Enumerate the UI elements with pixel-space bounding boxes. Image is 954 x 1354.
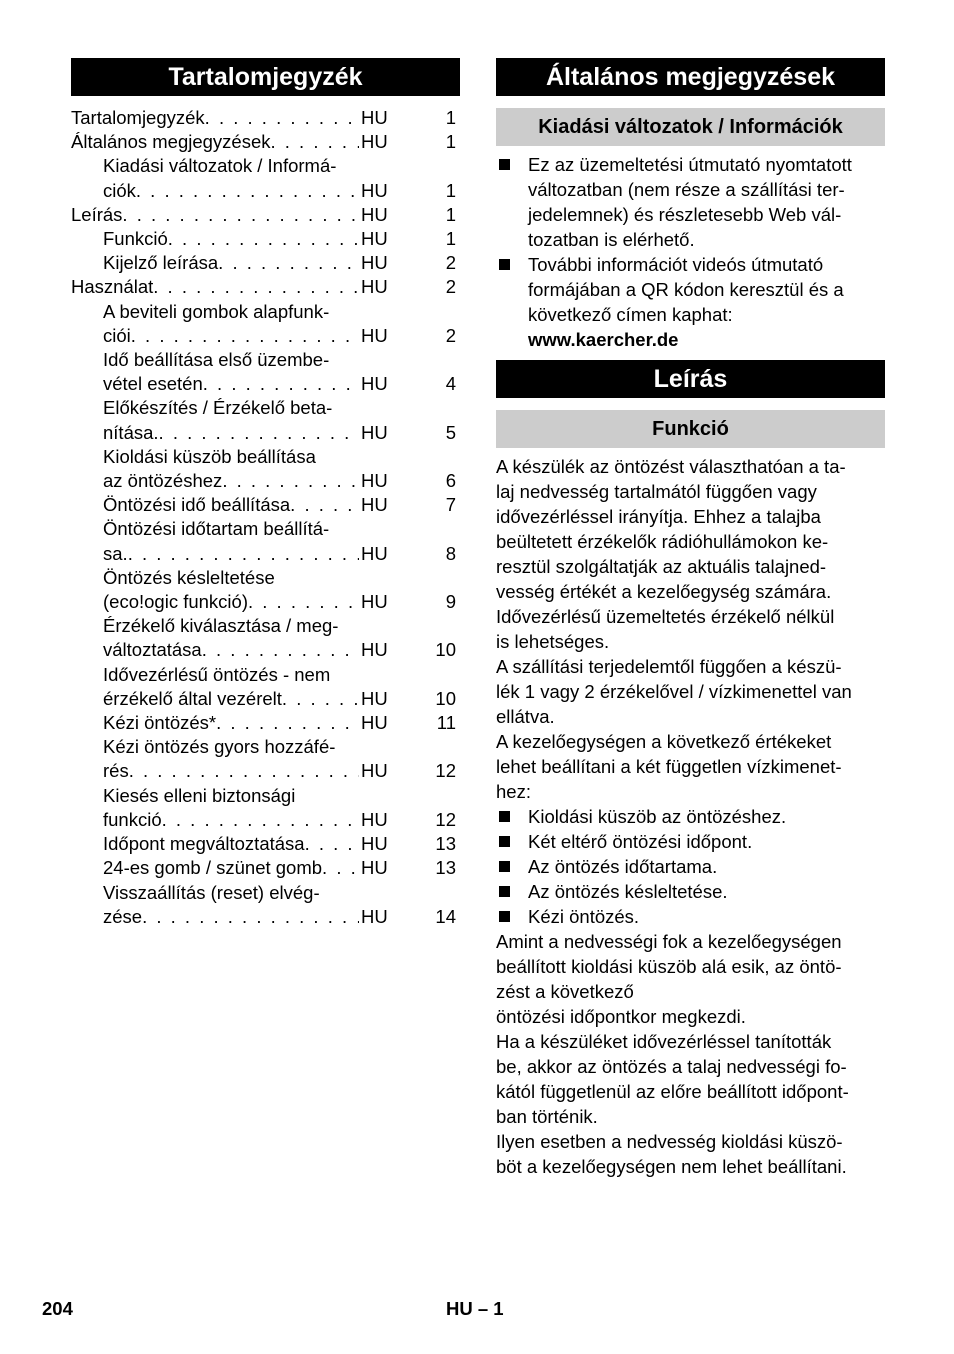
toc-entry-label: zése — [103, 905, 143, 927]
toc-entry-line — [103, 517, 359, 541]
bullet-square-icon — [499, 911, 510, 922]
toc-entry — [71, 396, 460, 444]
general-bullet-item — [496, 252, 885, 327]
toc-entry-language: HU — [361, 203, 388, 225]
bullet-square-icon — [499, 159, 510, 170]
toc-entry-label: Öntözési idő beállítása — [103, 494, 291, 516]
paragraph — [496, 1029, 885, 1129]
toc-entry-text — [103, 663, 359, 711]
toc-entry-text — [103, 784, 359, 832]
toc-leader-dots — [202, 638, 359, 662]
toc-entry-line — [103, 663, 359, 687]
bullet-line: változatban (nem része a szállítási ter- — [528, 179, 845, 200]
bullet-line: tozatban is elérhető. — [528, 229, 695, 250]
toc-entry-line — [103, 542, 359, 566]
paragraph — [496, 929, 885, 1004]
toc-entry-text — [103, 396, 359, 444]
toc-entry-label: Idő beállítása első üzembe- — [103, 349, 330, 371]
toc-entry-label: Kijelző leírása — [103, 252, 219, 274]
toc-entry — [71, 856, 460, 880]
toc-entry-text — [103, 348, 359, 396]
toc-entry-text — [103, 300, 359, 348]
toc-entry — [71, 711, 460, 735]
toc-entry-text — [71, 275, 359, 299]
toc-entry-language: HU — [361, 760, 388, 782]
toc-entry-text — [103, 251, 359, 275]
toc-entry-language: HU — [361, 687, 388, 709]
section-marker: HU – 1 — [446, 1298, 504, 1319]
toc-entry-label: ciói — [103, 324, 131, 346]
paragraph-line: idővezérléssel irányítja. Ehhez a talajba — [496, 506, 821, 527]
toc-entry-language: HU — [361, 252, 388, 274]
bullet-line: Ez az üzemeltetési útmutató nyomtatott — [528, 154, 852, 175]
toc-entry-line — [103, 856, 359, 880]
toc-entry-page: 2 — [445, 276, 456, 298]
bullet-line: formájában a QR kódon keresztül és a — [528, 279, 844, 300]
toc-entry-label: Kiadási változatok / Informá- — [103, 155, 337, 177]
toc-entry-language: HU — [361, 494, 388, 516]
toc-entry-page: 1 — [445, 107, 456, 128]
toc-entry-label: Időpont megváltoztatása — [103, 833, 305, 855]
toc-entry-text — [71, 203, 359, 227]
toc-entry-line — [103, 324, 359, 348]
toc-entry-label: 24-es gomb / szünet gomb — [103, 857, 323, 879]
toc-leader-dots — [136, 179, 359, 203]
toc-title: Tartalomjegyzék — [71, 58, 460, 96]
general-bullet-item — [496, 152, 885, 252]
settings-bullet-list — [496, 804, 885, 929]
toc-entry-line — [103, 687, 359, 711]
toc-entry-line — [103, 372, 359, 396]
toc-leader-dots — [203, 372, 359, 396]
toc-entry-line — [103, 445, 359, 469]
toc-entry — [71, 445, 460, 493]
toc-entry-language: HU — [361, 905, 388, 927]
toc-entry-page: 1 — [445, 179, 456, 201]
toc-entry-line — [103, 251, 359, 275]
toc-entry — [71, 614, 460, 662]
paragraph-line: A készülék az öntözést választhatóan a ta- — [496, 456, 846, 477]
toc-entry — [71, 348, 460, 396]
toc-entry-language: HU — [361, 542, 388, 564]
toc-entry-label: ciók — [103, 179, 136, 201]
toc-entry-text — [103, 614, 359, 662]
toc-entry-text — [103, 227, 359, 251]
toc-entry-line — [103, 421, 359, 445]
content-column — [496, 58, 885, 1179]
toc-leader-dots — [162, 808, 359, 832]
toc-entry-page: 2 — [445, 324, 456, 346]
toc-entry-page: 1 — [445, 228, 456, 250]
toc-entry-label: nítása. — [103, 421, 159, 443]
toc-entry-language: HU — [361, 276, 388, 298]
toc-entry-page: 13 — [435, 833, 456, 855]
toc-entry-line — [103, 469, 359, 493]
settings-bullet-item — [496, 804, 885, 829]
toc-entry-text — [103, 881, 359, 929]
toc-entry-language: HU — [361, 639, 388, 661]
toc-entry-page: 10 — [435, 639, 456, 661]
toc-entry-language: HU — [361, 591, 388, 613]
toc-entry-language: HU — [361, 228, 388, 250]
toc-entry-line — [103, 832, 359, 856]
toc-entry-label: Kioldási küszöb beállítása — [103, 445, 316, 467]
paragraph-line: vesség értékét a kezelőegység számára. — [496, 581, 832, 602]
toc-entry — [71, 154, 460, 202]
toc-entry — [71, 493, 460, 517]
toc-entry — [71, 663, 460, 711]
paragraph — [496, 1004, 885, 1029]
toc-entry-line — [103, 154, 359, 178]
toc-entry-page: 7 — [445, 494, 456, 516]
toc-entry-line — [103, 711, 359, 735]
toc-entry — [71, 203, 460, 227]
toc-entry-label: Visszaállítás (reset) elvég- — [103, 881, 320, 903]
bullet-square-icon — [499, 886, 510, 897]
toc-entry-line — [71, 106, 359, 130]
toc-entry — [71, 106, 460, 130]
toc-leader-dots — [271, 130, 360, 154]
bullet-text: Kioldási küszöb az öntözéshez. — [528, 806, 787, 827]
toc-entry-label: Használat — [71, 276, 154, 298]
toc-entry — [71, 130, 460, 154]
settings-bullet-item — [496, 904, 885, 929]
toc-entry-line — [103, 179, 359, 203]
toc-entry-line — [71, 130, 359, 154]
function-paragraphs-continued — [496, 929, 885, 1179]
paragraph-line: lehet beállítani a két független vízkimenet- — [496, 756, 842, 777]
toc-entry-page: 1 — [445, 131, 456, 153]
toc-entry — [71, 300, 460, 348]
bullet-text: Az öntözés késleltetése. — [528, 881, 728, 902]
paragraph-line: resztül szolgáltatják az aktuális talajned- — [496, 556, 827, 577]
toc-entry-text — [71, 106, 359, 130]
paragraph-line: be, akkor az öntözés a talaj nedvességi fo- — [496, 1056, 847, 1077]
toc-leader-dots — [129, 759, 359, 783]
toc-entry-label: Kiesés elleni biztonsági — [103, 784, 296, 806]
toc-list — [71, 106, 460, 929]
toc-leader-dots — [322, 856, 359, 880]
toc-entry — [71, 784, 460, 832]
paragraph-line: laj nedvesség tartalmától függően vagy — [496, 481, 817, 502]
toc-entry — [71, 251, 460, 275]
paragraph — [496, 1129, 885, 1179]
toc-column — [71, 58, 460, 929]
toc-leader-dots — [305, 832, 359, 856]
toc-entry-language: HU — [361, 421, 388, 443]
toc-entry — [71, 735, 460, 783]
paragraph — [496, 654, 885, 729]
paragraph-line: böt a kezelőegységen nem lehet beállítani. — [496, 1156, 847, 1177]
toc-entry-line — [103, 348, 359, 372]
editions-subtitle: Kiadási változatok / Információk — [496, 108, 885, 146]
toc-entry-label: Általános megjegyzések — [71, 131, 271, 153]
toc-entry-line — [103, 735, 359, 759]
toc-entry — [71, 275, 460, 299]
toc-entry — [71, 227, 460, 251]
toc-entry-text — [103, 566, 359, 614]
toc-entry-line — [103, 227, 359, 251]
toc-entry-language: HU — [361, 179, 388, 201]
toc-entry-page: 12 — [435, 808, 456, 830]
toc-entry-label: Előkészítés / Érzékelő beta- — [103, 397, 333, 419]
toc-leader-dots — [131, 324, 359, 348]
toc-entry — [71, 832, 460, 856]
toc-entry-page: 14 — [435, 905, 456, 927]
toc-leader-dots — [216, 711, 359, 735]
toc-entry-label: Kézi öntözés* — [103, 712, 217, 734]
paragraph-line: Amint a nedvességi fok a kezelőegységen — [496, 931, 842, 952]
toc-entry-page: 4 — [445, 373, 456, 395]
toc-leader-dots — [222, 469, 359, 493]
paragraph-line: Idővezérlésű üzemeltetés érzékelő nélkül — [496, 606, 835, 627]
toc-entry-line — [103, 905, 359, 929]
bullet-square-icon — [499, 811, 510, 822]
toc-entry-language: HU — [361, 857, 388, 879]
toc-entry-label: vétel esetén — [103, 373, 203, 395]
paragraph — [496, 729, 885, 804]
toc-leader-dots — [282, 687, 359, 711]
toc-entry-label: az öntözéshez — [103, 470, 223, 492]
toc-entry-label: változtatása — [103, 639, 202, 661]
toc-entry-line — [103, 881, 359, 905]
website-link[interactable]: www.kaercher.de — [528, 329, 679, 350]
toc-leader-dots — [159, 421, 359, 445]
toc-entry-language: HU — [361, 131, 388, 153]
settings-bullet-item — [496, 829, 885, 854]
toc-entry-text — [103, 832, 359, 856]
paragraph-line: lék 1 vagy 2 érzékelővel / vízkimenettel van — [496, 681, 852, 702]
toc-entry-page: 13 — [435, 857, 456, 879]
general-notes-title: Általános megjegyzések — [496, 58, 885, 96]
toc-entry-text — [103, 856, 359, 880]
bullet-text: Két eltérő öntözési időpont. — [528, 831, 753, 852]
toc-leader-dots — [142, 905, 359, 929]
toc-entry-line — [103, 590, 359, 614]
toc-entry-label: funkció — [103, 808, 162, 830]
toc-leader-dots — [248, 590, 359, 614]
toc-entry-language: HU — [361, 712, 388, 734]
toc-entry — [71, 517, 460, 565]
toc-entry-label: Tartalomjegyzék — [71, 107, 205, 128]
toc-entry-line — [103, 808, 359, 832]
toc-entry-line — [103, 300, 359, 324]
toc-entry-line — [103, 566, 359, 590]
paragraph — [496, 454, 885, 604]
toc-entry-label: (eco!ogic funkció) — [103, 591, 248, 613]
paragraph-line: A kezelőegységen a következő értékeket — [496, 731, 832, 752]
toc-leader-dots — [122, 203, 359, 227]
paragraph-line: beültetett érzékelők rádióhullámokon ke- — [496, 531, 829, 552]
toc-entry-line — [103, 784, 359, 808]
toc-entry-language: HU — [361, 373, 388, 395]
toc-entry-text — [71, 130, 359, 154]
toc-entry-text — [103, 517, 359, 565]
toc-entry-text — [103, 493, 359, 517]
toc-entry-label: sa. — [103, 542, 128, 564]
settings-bullet-item — [496, 854, 885, 879]
paragraph-line: hez: — [496, 781, 531, 802]
toc-entry-label: érzékelő által vezérelt — [103, 687, 282, 709]
toc-entry-text — [103, 445, 359, 493]
toc-leader-dots — [168, 227, 359, 251]
paragraph-line: zést a következő — [496, 981, 634, 1002]
toc-entry-page: 9 — [445, 591, 456, 613]
bullet-line: következő címen kaphat: — [528, 304, 733, 325]
toc-entry-language: HU — [361, 324, 388, 346]
toc-entry-language: HU — [361, 107, 388, 128]
description-title: Leírás — [496, 360, 885, 398]
toc-entry-label: rés — [103, 760, 129, 782]
bullet-text: Az öntözés időtartama. — [528, 856, 718, 877]
toc-entry-line — [103, 493, 359, 517]
toc-entry-language: HU — [361, 808, 388, 830]
toc-entry-label: Funkció — [103, 228, 168, 250]
toc-entry-page: 2 — [445, 252, 456, 274]
toc-entry-line — [103, 396, 359, 420]
paragraph-line: ellátva. — [496, 706, 555, 727]
toc-entry-page: 8 — [445, 542, 456, 564]
toc-entry-text — [103, 711, 359, 735]
toc-entry-line — [103, 614, 359, 638]
toc-entry-label: Idővezérlésű öntözés - nem — [103, 663, 331, 685]
toc-entry-text — [103, 735, 359, 783]
bullet-line: jedelemnek) és részletesebb Web vál- — [528, 204, 842, 225]
toc-entry-label: Öntözés késleltetése — [103, 566, 275, 588]
toc-entry-page: 12 — [435, 760, 456, 782]
general-bullet-list — [496, 152, 885, 327]
toc-entry-page: 1 — [445, 203, 456, 225]
toc-leader-dots — [205, 106, 359, 130]
toc-entry-language: HU — [361, 470, 388, 492]
toc-entry-page: 6 — [445, 470, 456, 492]
function-paragraphs — [496, 454, 885, 804]
toc-entry-line — [71, 275, 359, 299]
toc-entry-label: Öntözési időtartam beállítá- — [103, 518, 330, 540]
toc-entry — [71, 881, 460, 929]
paragraph-line: Ilyen esetben a nedvesség kioldási küszö- — [496, 1131, 843, 1152]
bullet-square-icon — [499, 861, 510, 872]
toc-leader-dots — [153, 275, 359, 299]
toc-entry-label: A beviteli gombok alapfunk- — [103, 300, 330, 322]
paragraph-line: is lehetséges. — [496, 631, 610, 652]
toc-entry-language: HU — [361, 833, 388, 855]
paragraph-line: beállított kioldási küszöb alá esik, az öntö- — [496, 956, 842, 977]
function-subtitle: Funkció — [496, 410, 885, 448]
toc-entry-page: 10 — [435, 687, 456, 709]
paragraph — [496, 604, 885, 654]
toc-entry-label: Érzékelő kiválasztása / meg- — [103, 615, 339, 637]
paragraph-line: öntözési időpontkor megkezdi. — [496, 1006, 746, 1027]
bullet-square-icon — [499, 259, 510, 270]
paragraph-line: Ha a készüléket idővezérléssel tanították — [496, 1031, 832, 1052]
toc-entry-line — [103, 638, 359, 662]
bullet-line: További információt videós útmutató — [528, 254, 824, 275]
settings-bullet-item — [496, 879, 885, 904]
paragraph-line: ban történik. — [496, 1106, 598, 1127]
bullet-square-icon — [499, 836, 510, 847]
toc-entry-text — [103, 154, 359, 202]
bullet-text: Kézi öntözés. — [528, 906, 640, 927]
toc-entry-line — [71, 203, 359, 227]
toc-entry-page: 5 — [445, 421, 456, 443]
paragraph-line: kától függetlenül az előre beállított időpont- — [496, 1081, 849, 1102]
toc-entry-label: Kézi öntözés gyors hozzáfé- — [103, 736, 336, 758]
toc-entry — [71, 566, 460, 614]
toc-leader-dots — [218, 251, 359, 275]
toc-entry-label: Leírás — [71, 203, 123, 225]
toc-entry-line — [103, 759, 359, 783]
toc-leader-dots — [290, 493, 359, 517]
toc-leader-dots — [128, 542, 359, 566]
page-number: 204 — [42, 1298, 73, 1319]
toc-entry-page: 11 — [436, 712, 456, 734]
paragraph-line: A szállítási terjedelemtől függően a készü- — [496, 656, 842, 677]
